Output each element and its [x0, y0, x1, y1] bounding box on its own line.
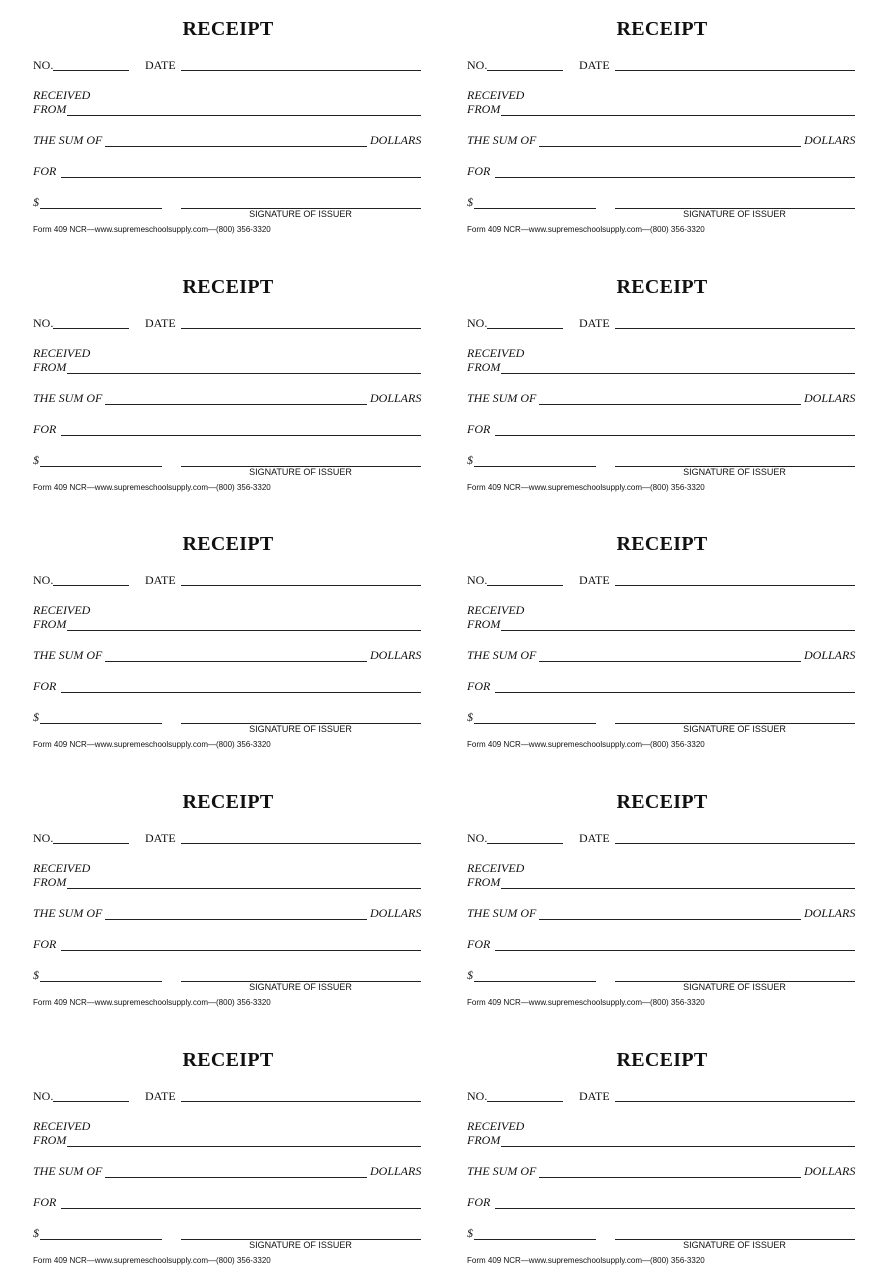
- amount-field[interactable]: [40, 981, 162, 982]
- no-label: NO.: [33, 1089, 54, 1103]
- no-label: NO.: [467, 58, 488, 72]
- receipt-form-r4-c2: [467, 773, 857, 1023]
- sum-label: THE SUM OF: [467, 133, 537, 147]
- date-label: DATE: [579, 1089, 610, 1103]
- sum-field[interactable]: [539, 661, 801, 662]
- receipt-form-r5-c2: [467, 1031, 857, 1281]
- date-label: DATE: [145, 831, 176, 845]
- for-field[interactable]: [61, 692, 421, 693]
- dollars-label: DOLLARS: [370, 133, 422, 147]
- sum-label: THE SUM OF: [33, 133, 103, 147]
- for-label: FOR: [467, 164, 491, 178]
- received-label: RECEIVED: [467, 1119, 525, 1133]
- dollars-label: DOLLARS: [804, 391, 856, 405]
- receipt-title: RECEIPT: [182, 533, 274, 555]
- dollar-sign-label: $: [33, 968, 39, 982]
- receipt-form-r3-c1: [33, 515, 423, 765]
- received-from-field[interactable]: [67, 630, 421, 631]
- from-label: FROM: [467, 875, 501, 889]
- for-label: FOR: [33, 164, 57, 178]
- receipt-title: RECEIPT: [616, 1049, 708, 1071]
- received-label: RECEIVED: [467, 346, 525, 360]
- dollars-label: DOLLARS: [804, 648, 856, 662]
- from-label: FROM: [467, 360, 501, 374]
- received-label: RECEIVED: [33, 603, 91, 617]
- received-from-field[interactable]: [501, 630, 855, 631]
- dollar-sign-label: $: [467, 453, 473, 467]
- signature-caption: SIGNATURE OF ISSUER: [249, 982, 352, 992]
- sum-field[interactable]: [105, 1177, 367, 1178]
- for-label: FOR: [33, 1195, 57, 1209]
- date-label: DATE: [579, 58, 610, 72]
- for-label: FOR: [467, 937, 491, 951]
- received-from-field[interactable]: [67, 373, 421, 374]
- for-field[interactable]: [495, 177, 855, 178]
- no-label: NO.: [467, 316, 488, 330]
- dollars-label: DOLLARS: [370, 906, 422, 920]
- dollar-sign-label: $: [467, 1226, 473, 1240]
- receipt-form-r1-c1: [33, 0, 423, 250]
- receipt-number-field[interactable]: [53, 328, 129, 329]
- from-label: FROM: [33, 360, 67, 374]
- receipt-number-field[interactable]: [487, 1101, 563, 1102]
- signature-caption: SIGNATURE OF ISSUER: [683, 724, 786, 734]
- signature-caption: SIGNATURE OF ISSUER: [249, 724, 352, 734]
- dollar-sign-label: $: [33, 710, 39, 724]
- amount-field[interactable]: [474, 208, 596, 209]
- receipt-number-field[interactable]: [53, 1101, 129, 1102]
- dollars-label: DOLLARS: [804, 906, 856, 920]
- date-field[interactable]: [615, 843, 855, 844]
- received-from-field[interactable]: [67, 1146, 421, 1147]
- for-field[interactable]: [61, 435, 421, 436]
- receipt-number-field[interactable]: [53, 585, 129, 586]
- receipt-title: RECEIPT: [616, 533, 708, 555]
- sum-field[interactable]: [539, 146, 801, 147]
- received-label: RECEIVED: [467, 603, 525, 617]
- amount-field[interactable]: [474, 723, 596, 724]
- form-footer: Form 409 NCR—www.supremeschoolsupply.com—(800) 356-3320: [33, 740, 271, 749]
- for-label: FOR: [33, 937, 57, 951]
- receipt-title: RECEIPT: [182, 791, 274, 813]
- for-label: FOR: [33, 422, 57, 436]
- no-label: NO.: [33, 58, 54, 72]
- received-label: RECEIVED: [33, 88, 91, 102]
- for-label: FOR: [33, 679, 57, 693]
- dollar-sign-label: $: [33, 1226, 39, 1240]
- date-field[interactable]: [181, 585, 421, 586]
- amount-field[interactable]: [474, 466, 596, 467]
- signature-caption: SIGNATURE OF ISSUER: [249, 467, 352, 477]
- received-label: RECEIVED: [33, 346, 91, 360]
- from-label: FROM: [33, 617, 67, 631]
- receipt-form-r4-c1: [33, 773, 423, 1023]
- date-label: DATE: [579, 573, 610, 587]
- date-field[interactable]: [181, 843, 421, 844]
- sum-field[interactable]: [105, 919, 367, 920]
- receipt-title: RECEIPT: [616, 276, 708, 298]
- sum-field[interactable]: [539, 404, 801, 405]
- received-label: RECEIVED: [33, 861, 91, 875]
- sum-label: THE SUM OF: [467, 906, 537, 920]
- dollar-sign-label: $: [467, 195, 473, 209]
- sum-field[interactable]: [105, 404, 367, 405]
- date-field[interactable]: [615, 585, 855, 586]
- form-footer: Form 409 NCR—www.supremeschoolsupply.com—(800) 356-3320: [33, 1256, 271, 1265]
- dollar-sign-label: $: [33, 453, 39, 467]
- received-from-field[interactable]: [501, 1146, 855, 1147]
- form-footer: Form 409 NCR—www.supremeschoolsupply.com—(800) 356-3320: [467, 225, 705, 234]
- sum-field[interactable]: [539, 1177, 801, 1178]
- sum-field[interactable]: [105, 661, 367, 662]
- no-label: NO.: [33, 573, 54, 587]
- dollars-label: DOLLARS: [370, 391, 422, 405]
- receipt-form-r5-c1: [33, 1031, 423, 1281]
- sum-label: THE SUM OF: [467, 648, 537, 662]
- from-label: FROM: [33, 875, 67, 889]
- received-label: RECEIVED: [467, 861, 525, 875]
- sum-label: THE SUM OF: [467, 1164, 537, 1178]
- no-label: NO.: [33, 831, 54, 845]
- form-footer: Form 409 NCR—www.supremeschoolsupply.com—(800) 356-3320: [467, 998, 705, 1007]
- receipt-number-field[interactable]: [53, 843, 129, 844]
- amount-field[interactable]: [40, 723, 162, 724]
- form-footer: Form 409 NCR—www.supremeschoolsupply.com—(800) 356-3320: [467, 483, 705, 492]
- sum-label: THE SUM OF: [33, 391, 103, 405]
- amount-field[interactable]: [474, 981, 596, 982]
- amount-field[interactable]: [40, 208, 162, 209]
- receipt-title: RECEIPT: [616, 18, 708, 40]
- date-field[interactable]: [181, 1101, 421, 1102]
- no-label: NO.: [33, 316, 54, 330]
- dollars-label: DOLLARS: [804, 1164, 856, 1178]
- signature-caption: SIGNATURE OF ISSUER: [249, 209, 352, 219]
- sum-label: THE SUM OF: [33, 648, 103, 662]
- sum-field[interactable]: [105, 146, 367, 147]
- date-label: DATE: [145, 316, 176, 330]
- amount-field[interactable]: [40, 1239, 162, 1240]
- form-footer: Form 409 NCR—www.supremeschoolsupply.com—(800) 356-3320: [33, 225, 271, 234]
- receipt-number-field[interactable]: [487, 585, 563, 586]
- receipt-number-field[interactable]: [53, 70, 129, 71]
- amount-field[interactable]: [474, 1239, 596, 1240]
- dollars-label: DOLLARS: [804, 133, 856, 147]
- date-field[interactable]: [181, 70, 421, 71]
- received-from-field[interactable]: [501, 888, 855, 889]
- dollars-label: DOLLARS: [370, 648, 422, 662]
- for-field[interactable]: [61, 950, 421, 951]
- from-label: FROM: [467, 102, 501, 116]
- received-label: RECEIVED: [33, 1119, 91, 1133]
- dollar-sign-label: $: [33, 195, 39, 209]
- from-label: FROM: [33, 102, 67, 116]
- date-label: DATE: [579, 316, 610, 330]
- received-from-field[interactable]: [501, 373, 855, 374]
- signature-caption: SIGNATURE OF ISSUER: [683, 467, 786, 477]
- received-from-field[interactable]: [501, 115, 855, 116]
- for-field[interactable]: [61, 177, 421, 178]
- for-label: FOR: [467, 422, 491, 436]
- receipt-title: RECEIPT: [182, 276, 274, 298]
- for-field[interactable]: [495, 692, 855, 693]
- sum-label: THE SUM OF: [33, 1164, 103, 1178]
- dollars-label: DOLLARS: [370, 1164, 422, 1178]
- received-label: RECEIVED: [467, 88, 525, 102]
- from-label: FROM: [467, 617, 501, 631]
- date-field[interactable]: [615, 70, 855, 71]
- for-label: FOR: [467, 1195, 491, 1209]
- sum-label: THE SUM OF: [467, 391, 537, 405]
- received-from-field[interactable]: [67, 888, 421, 889]
- signature-caption: SIGNATURE OF ISSUER: [249, 1240, 352, 1250]
- receipt-title: RECEIPT: [182, 1049, 274, 1071]
- signature-caption: SIGNATURE OF ISSUER: [683, 982, 786, 992]
- date-label: DATE: [145, 573, 176, 587]
- dollar-sign-label: $: [467, 968, 473, 982]
- receipt-form-r2-c2: [467, 258, 857, 508]
- form-footer: Form 409 NCR—www.supremeschoolsupply.com—(800) 356-3320: [467, 740, 705, 749]
- receipt-title: RECEIPT: [616, 791, 708, 813]
- sum-field[interactable]: [539, 919, 801, 920]
- form-footer: Form 409 NCR—www.supremeschoolsupply.com—(800) 356-3320: [33, 483, 271, 492]
- for-label: FOR: [467, 679, 491, 693]
- receipt-form-r1-c2: [467, 0, 857, 250]
- amount-field[interactable]: [40, 466, 162, 467]
- for-field[interactable]: [495, 950, 855, 951]
- receipt-number-field[interactable]: [487, 843, 563, 844]
- receipt-title: RECEIPT: [182, 18, 274, 40]
- receipt-form-r2-c1: [33, 258, 423, 508]
- for-field[interactable]: [61, 1208, 421, 1209]
- date-label: DATE: [145, 1089, 176, 1103]
- date-label: DATE: [145, 58, 176, 72]
- sum-label: THE SUM OF: [33, 906, 103, 920]
- form-footer: Form 409 NCR—www.supremeschoolsupply.com—(800) 356-3320: [33, 998, 271, 1007]
- no-label: NO.: [467, 1089, 488, 1103]
- receipt-number-field[interactable]: [487, 70, 563, 71]
- date-field[interactable]: [181, 328, 421, 329]
- signature-caption: SIGNATURE OF ISSUER: [683, 1240, 786, 1250]
- received-from-field[interactable]: [67, 115, 421, 116]
- form-footer: Form 409 NCR—www.supremeschoolsupply.com—(800) 356-3320: [467, 1256, 705, 1265]
- date-field[interactable]: [615, 328, 855, 329]
- receipt-number-field[interactable]: [487, 328, 563, 329]
- from-label: FROM: [33, 1133, 67, 1147]
- date-field[interactable]: [615, 1101, 855, 1102]
- from-label: FROM: [467, 1133, 501, 1147]
- no-label: NO.: [467, 573, 488, 587]
- date-label: DATE: [579, 831, 610, 845]
- signature-caption: SIGNATURE OF ISSUER: [683, 209, 786, 219]
- for-field[interactable]: [495, 1208, 855, 1209]
- receipt-form-r3-c2: [467, 515, 857, 765]
- for-field[interactable]: [495, 435, 855, 436]
- no-label: NO.: [467, 831, 488, 845]
- dollar-sign-label: $: [467, 710, 473, 724]
